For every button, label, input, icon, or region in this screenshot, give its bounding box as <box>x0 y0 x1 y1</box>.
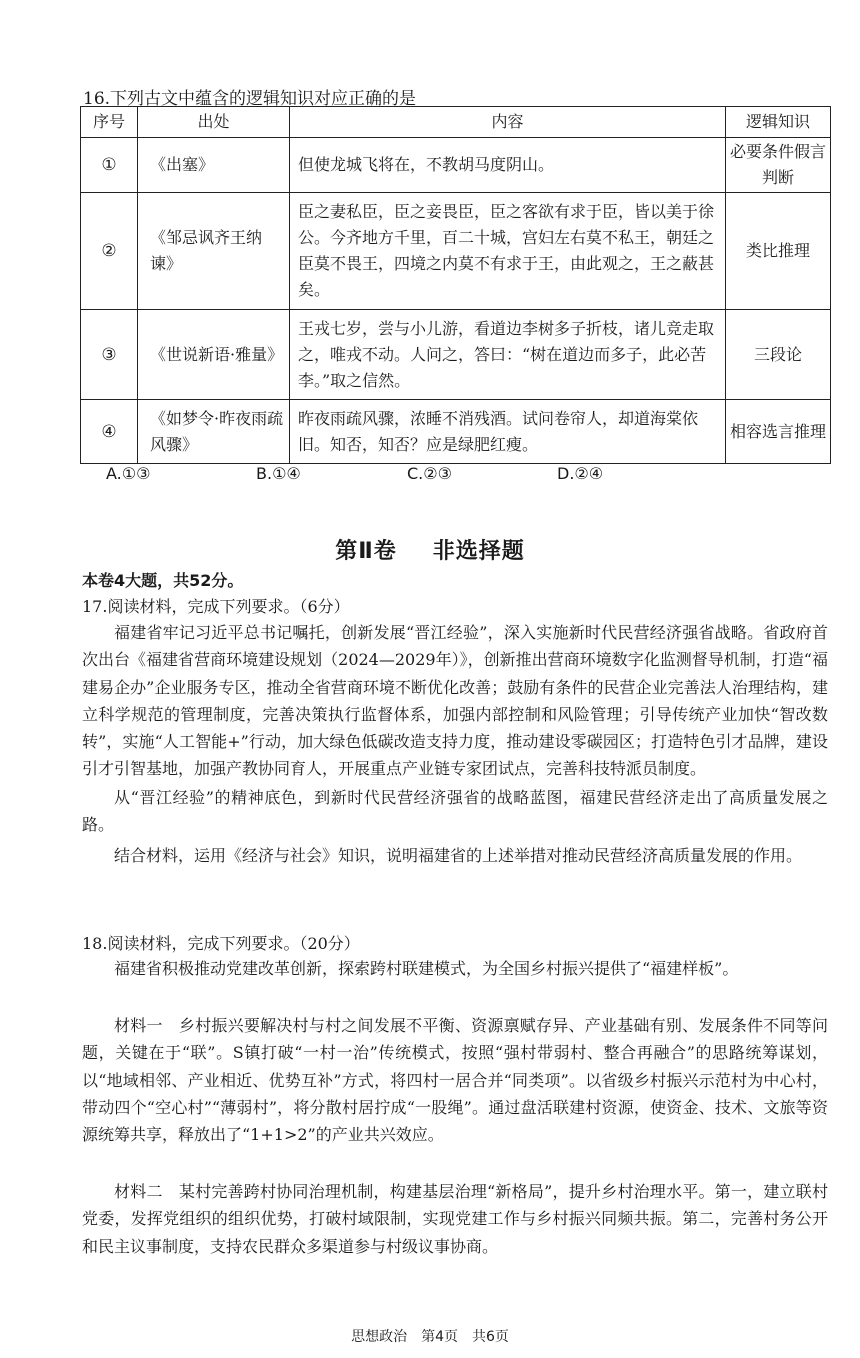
row-logic: 类比推理 <box>726 193 831 310</box>
header-logic: 逻辑知识 <box>726 107 831 138</box>
section-note: 本卷4大题，共52分。 <box>82 571 244 590</box>
row-content: 昨夜雨疏风骤，浓睡不消残酒。试问卷帘人，却道海棠依旧。知否，知否？应是绿肥红瘦。 <box>290 400 726 464</box>
row-content: 但使龙城飞将在，不教胡马度阴山。 <box>290 138 726 193</box>
table-header-row <box>81 107 831 138</box>
row-number: ④ <box>81 400 138 464</box>
section-subtitle: 非选择题 <box>432 539 525 564</box>
row-logic: 三段论 <box>726 310 831 400</box>
question-17-prompt: 结合材料，运用《经济与社会》知识，说明福建省的上述举措对推动民营经济高质量发展的作用。 <box>114 846 803 865</box>
option-a[interactable]: A.①③ <box>106 464 151 483</box>
option-d[interactable]: D.②④ <box>557 464 604 483</box>
option-c[interactable]: C.②③ <box>407 464 452 483</box>
section-title: 第Ⅱ卷 <box>335 539 397 564</box>
row-content: 臣之妻私臣，臣之妾畏臣，臣之客欲有求于臣，皆以美于徐公。今齐地方千里，百二十城，宫妇左右莫不私王，朝廷之臣莫不畏王，四境之内莫不有求于王，由此观之，王之蔽甚矣。 <box>290 193 726 310</box>
row-number: ① <box>81 138 138 193</box>
section-heading <box>0 534 860 565</box>
header-content: 内容 <box>290 107 726 138</box>
table-row <box>81 400 831 464</box>
question-17-paragraph: 福建省牢记习近平总书记嘱托，创新发展“晋江经验”，深入实施新时代民营经济强省战略。省政府首次出台《福建省营商环境建设规划（2024—2029年）》，创新推出营商环境数字化监测督导机制，打造“福建易企办”企业服务专区，推动全省营商环境不断优化改善；鼓励有条件的民营企业完善法人治理结构，建立科学规范的管理制度，完善决策执行监督体系，加强内部控制和风险管理；引导传统产业加快“智改数转”，实施“人工智能+”行动，加大绿色低碳改造支持力度，推动建设零碳园区；打造特色引才品牌，建设引才引智基地，加强产教协同育人，开展重点产业链专家团试点，完善科技特派员制度。 <box>82 623 828 779</box>
question-17-paragraph: 从“晋江经验”的精神底色，到新时代民营经济强省的战略蓝图，福建民营经济走出了高质量发展之路。 <box>82 788 828 835</box>
header-source: 出处 <box>138 107 290 138</box>
question-18-heading: 18.阅读材料，完成下列要求。（20分） <box>82 934 360 953</box>
row-number: ② <box>81 193 138 310</box>
option-b[interactable]: B.①④ <box>256 464 301 483</box>
question-17-heading: 17.阅读材料，完成下列要求。（6分） <box>82 597 350 616</box>
row-source: 《邹忌讽齐王纳谏》 <box>138 193 290 310</box>
row-number: ③ <box>81 310 138 400</box>
table-row <box>81 193 831 310</box>
row-source: 《世说新语·雅量》 <box>138 310 290 400</box>
row-source: 《出塞》 <box>138 138 290 193</box>
row-logic: 相容选言推理 <box>726 400 831 464</box>
row-logic: 必要条件假言判断 <box>726 138 831 193</box>
table-row <box>81 310 831 400</box>
logic-table <box>80 106 831 464</box>
material-two: 材料二 某村完善跨村协同治理机制，构建基层治理“新格局”，提升乡村治理水平。第一，建立联村党委，发挥党组织的组织优势，打破村域限制，实现党建工作与乡村振兴同频共振。第二，完善村务公开和民主议事制度，支持农民群众多渠道参与村级议事协商。 <box>82 1182 828 1256</box>
header-number: 序号 <box>81 107 138 138</box>
question-16-stem: 16.下列古文中蕴含的逻辑知识对应正确的是 <box>83 89 417 109</box>
page-footer: 思想政治 第4页 共6页 <box>351 1329 509 1345</box>
row-source: 《如梦令·昨夜雨疏风骤》 <box>138 400 290 464</box>
question-18-paragraph: 福建省积极推动党建改革创新，探索跨村联建模式，为全国乡村振兴提供了“福建样板”。 <box>114 959 739 978</box>
material-one: 材料一 乡村振兴要解决村与村之间发展不平衡、资源禀赋存异、产业基础有别、发展条件不同等问题，关键在于“联”。S镇打破“一村一治”传统模式，按照“强村带弱村、整合再融合”的思路统筹谋划，以“地域相邻、产业相近、优势互补”方式，将四村一居合并“同类项”。以省级乡村振兴示范村为中心村，带动四个“空心村”“薄弱村”，将分散村居拧成“一股绳”。通过盘活联建村资源，使资金、技术、文旅等资源统筹共享，释放出了“1+1>2”的产业共兴效应。 <box>82 1016 828 1145</box>
row-content: 王戎七岁，尝与小儿游，看道边李树多子折枝，诸儿竞走取之，唯戎不动。人问之，答曰：“树在道边而多子，此必苦李。”取之信然。 <box>290 310 726 400</box>
table-row <box>81 138 831 193</box>
